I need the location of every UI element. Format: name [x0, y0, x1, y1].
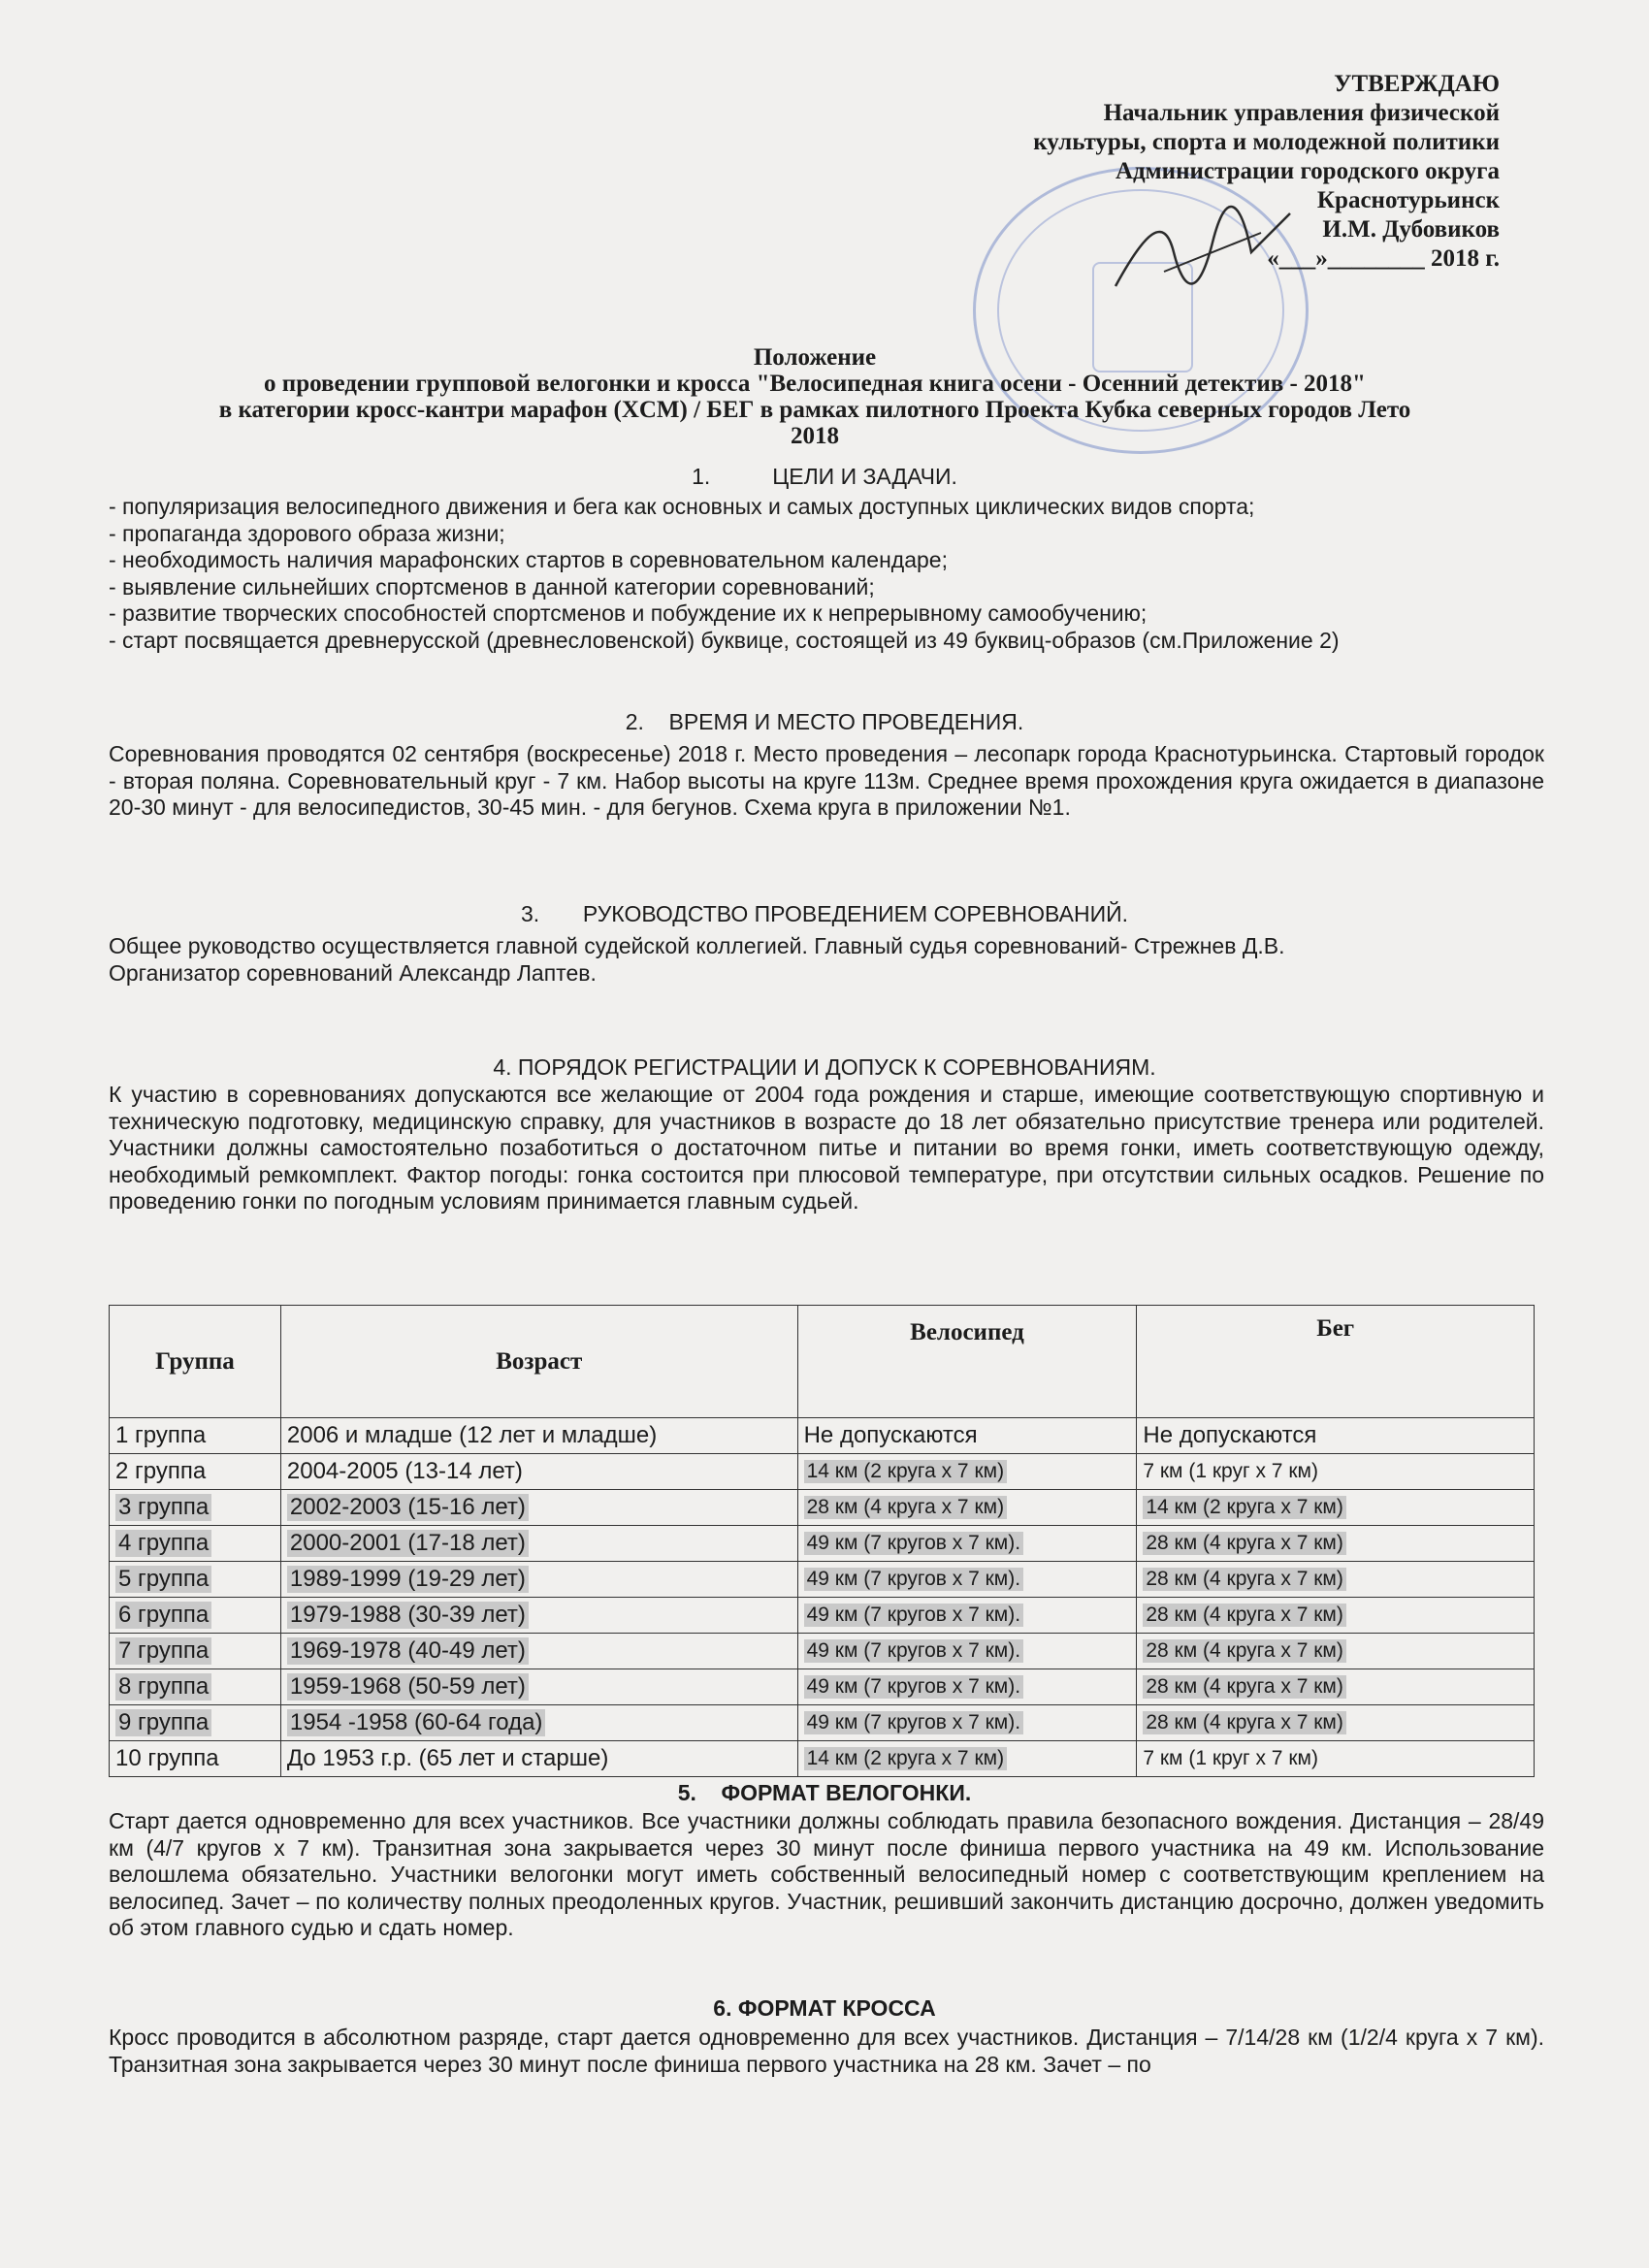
table-row: [110, 1454, 1535, 1490]
cell-group-text: 3 группа: [115, 1494, 211, 1521]
section-2-text: Соревнования проводятся 02 сентября (воскресенье) 2018 г. Место проведения – лесопарк города Краснотурьинска. Стартовый городок - вторая поляна. Соревновательный круг - 7 км. Набор высоты на круге 113м. Среднее время прохождения круга ожидается в диапазоне 20-30 минут - для велосипедистов, 30-45 мин. - для бегунов. Схема круга в приложении №1.: [109, 741, 1544, 820]
cell-bike: [797, 1490, 1137, 1526]
cell-run: Не допускаются: [1137, 1418, 1535, 1454]
cell-group: [110, 1490, 281, 1526]
approval-date: «___»________ 2018 г.: [1267, 245, 1500, 272]
cell-bike-text: 49 км (7 кругов х 7 км).: [804, 1639, 1023, 1663]
cell-age: [280, 1526, 797, 1562]
approval-line: культуры, спорта и молодежной политики: [1033, 129, 1500, 155]
title-line: о проведении групповой велогонки и кросса "Велосипедная книга осени - Осенний детектив - 2018": [264, 371, 1366, 397]
cell-age: [280, 1598, 797, 1634]
cell-age-text: 1959-1968 (50-59 лет): [287, 1673, 529, 1701]
cell-age-text: 2002-2003 (15-16 лет): [287, 1494, 529, 1521]
cell-age-text: 1989-1999 (19-29 лет): [287, 1566, 529, 1593]
cell-bike: [797, 1454, 1137, 1490]
cell-run: [1137, 1490, 1535, 1526]
section-6-heading: 6. ФОРМАТ КРОССА: [713, 1995, 936, 2021]
section-6-text: Кросс проводится в абсолютном разряде, старт дается одновременно для всех участников. Дистанция – 7/14/28 км (1/2/4 круга х 7 км). Транзитная зона закрывается через 30 минут после финиша первого участника на 28 км. Зачет – по: [109, 2025, 1544, 2077]
cell-group-text: 5 группа: [115, 1566, 211, 1593]
groups-table: [109, 1305, 1535, 1777]
cell-bike: [797, 1705, 1137, 1741]
title-line: 2018: [791, 423, 839, 449]
cell-run: [1137, 1562, 1535, 1598]
cell-run-text: 28 км (4 круга х 7 км): [1143, 1639, 1345, 1663]
list-item: - популяризация велосипедного движения и бега как основных и самых доступных циклических видов спорта;: [109, 494, 1255, 519]
cell-age: 2006 и младше (12 лет и младше): [280, 1418, 797, 1454]
cell-run: 7 км (1 круг х 7 км): [1137, 1454, 1535, 1490]
cell-bike-text: 49 км (7 кругов х 7 км).: [804, 1532, 1023, 1555]
cell-group: [110, 1669, 281, 1705]
table-row: [110, 1705, 1535, 1741]
header-group: Группа: [110, 1306, 281, 1418]
list-item: - развитие творческих способностей спортсменов и побуждение их к непрерывному самообучению;: [109, 600, 1148, 626]
cell-run-text: 28 км (4 круга х 7 км): [1143, 1568, 1345, 1591]
section-3-text: [109, 933, 1544, 987]
cell-group: [110, 1526, 281, 1562]
cell-age: До 1953 г.р. (65 лет и старше): [280, 1741, 797, 1777]
cell-group: 1 группа: [110, 1418, 281, 1454]
section-3-line: Общее руководство осуществляется главной судейской коллегией. Главный судья соревнований- Стрежнев Д.В.: [109, 933, 1285, 958]
title-line: в категории кросс-кантри марафон (XCM) / БЕГ в рамках пилотного Проекта Кубка северных городов Лето: [218, 397, 1411, 423]
section-2-heading: 2. ВРЕМЯ И МЕСТО ПРОВЕДЕНИЯ.: [625, 709, 1024, 734]
section-1-list: [109, 494, 1544, 654]
document-title: [97, 344, 1533, 449]
section-4-text: К участию в соревнованиях допускаются все желающие от 2004 года рождения и старше, имеющие соответствующую спортивную и техническую подготовку, медицинскую справку, для участников в возрасте до 18 лет обязательно присутствие тренера или родителей. Участники должны самостоятельно позаботиться о достаточном питье и питании во время гонки, иметь соответствующую одежду, необходимый ремкомплект. Фактор погоды: гонка состоится при плюсовой температуре, при отсутствии сильных осадков. Решение по проведению гонки по погодным условиям принимается главным судьей.: [109, 1082, 1544, 1214]
table-row: [110, 1741, 1535, 1777]
cell-run-text: 28 км (4 круга х 7 км): [1143, 1604, 1345, 1627]
section-4-heading: 4. ПОРЯДОК РЕГИСТРАЦИИ И ДОПУСК К СОРЕВНОВАНИЯМ.: [493, 1054, 1156, 1080]
approval-line: Начальник управления физической: [1103, 100, 1500, 126]
header-run: Бег: [1137, 1306, 1535, 1418]
cell-run: 7 км (1 круг х 7 км): [1137, 1741, 1535, 1777]
cell-age: [280, 1634, 797, 1669]
cell-bike: [797, 1598, 1137, 1634]
cell-group-text: 4 группа: [115, 1530, 211, 1557]
cell-bike-text: 14 км (2 круга х 7 км): [804, 1747, 1007, 1770]
cell-group: [110, 1705, 281, 1741]
cell-bike: [797, 1669, 1137, 1705]
cell-bike: [797, 1526, 1137, 1562]
cell-run-text: 14 км (2 круга х 7 км): [1143, 1496, 1345, 1519]
table-row: [110, 1634, 1535, 1669]
cell-bike-text: 14 км (2 круга х 7 км): [804, 1460, 1007, 1483]
table-row: [110, 1418, 1535, 1454]
cell-bike: Не допускаются: [797, 1418, 1137, 1454]
cell-bike-text: 49 км (7 кругов х 7 км).: [804, 1675, 1023, 1699]
cell-group: [110, 1562, 281, 1598]
approval-line: И.М. Дубовиков: [1322, 216, 1500, 243]
cell-run: [1137, 1669, 1535, 1705]
cell-group: [110, 1598, 281, 1634]
table-row: [110, 1669, 1535, 1705]
cell-age: [280, 1562, 797, 1598]
table-row: [110, 1526, 1535, 1562]
approval-line: Краснотурьинск: [1316, 187, 1500, 213]
cell-age: 2004-2005 (13-14 лет): [280, 1454, 797, 1490]
cell-age-text: 1979-1988 (30-39 лет): [287, 1602, 529, 1629]
cell-run: [1137, 1634, 1535, 1669]
cell-run-text: 28 км (4 круга х 7 км): [1143, 1675, 1345, 1699]
cell-bike: [797, 1634, 1137, 1669]
cell-group-text: 8 группа: [115, 1673, 211, 1701]
cell-age: [280, 1669, 797, 1705]
section-3-heading: 3. РУКОВОДСТВО ПРОВЕДЕНИЕМ СОРЕВНОВАНИЙ.: [520, 901, 1129, 926]
approval-block: [821, 70, 1500, 274]
list-item: - пропаганда здорового образа жизни;: [109, 520, 505, 546]
cell-age: [280, 1705, 797, 1741]
title-line: Положение: [753, 344, 877, 371]
cell-bike-text: 28 км (4 круга х 7 км): [804, 1496, 1007, 1519]
section-1-heading: 1. ЦЕЛИ И ЗАДАЧИ.: [692, 464, 957, 489]
cell-group-text: 9 группа: [115, 1709, 211, 1736]
cell-group-text: 7 группа: [115, 1637, 211, 1665]
list-item: - старт посвящается древнерусской (древнесловенской) буквице, состоящей из 49 буквиц-образов (см.Приложение 2): [109, 627, 1340, 653]
cell-run: [1137, 1526, 1535, 1562]
list-item: - необходимость наличия марафонских стартов в соревновательном календаре;: [109, 547, 948, 572]
cell-bike: [797, 1562, 1137, 1598]
cell-group: [110, 1634, 281, 1669]
cell-group: 10 группа: [110, 1741, 281, 1777]
cell-group: 2 группа: [110, 1454, 281, 1490]
cell-age: [280, 1490, 797, 1526]
cell-group-text: 6 группа: [115, 1602, 211, 1629]
cell-run: [1137, 1598, 1535, 1634]
cell-run: [1137, 1705, 1535, 1741]
section-5-heading: 5. ФОРМАТ ВЕЛОГОНКИ.: [677, 1780, 972, 1805]
table-row: [110, 1562, 1535, 1598]
approval-line: Администрации городского округа: [1115, 158, 1500, 184]
list-item: - выявление сильнейших спортсменов в данной категории соревнований;: [109, 573, 875, 599]
section-3-line: Организатор соревнований Александр Лаптев.: [109, 959, 597, 986]
cell-bike-text: 49 км (7 кругов х 7 км).: [804, 1711, 1023, 1734]
table-row: [110, 1598, 1535, 1634]
header-age: Возраст: [280, 1306, 797, 1418]
cell-age-text: 2000-2001 (17-18 лет): [287, 1530, 529, 1557]
table-header-row: [110, 1306, 1535, 1418]
approval-line: УТВЕРЖДАЮ: [1334, 71, 1500, 97]
header-bike: Велосипед: [797, 1306, 1137, 1418]
cell-age-text: 1954 -1958 (60-64 года): [287, 1709, 546, 1736]
cell-bike: [797, 1741, 1137, 1777]
cell-age-text: 1969-1978 (40-49 лет): [287, 1637, 529, 1665]
cell-run-text: 28 км (4 круга х 7 км): [1143, 1711, 1345, 1734]
cell-run-text: 28 км (4 круга х 7 км): [1143, 1532, 1345, 1555]
cell-bike-text: 49 км (7 кругов х 7 км).: [804, 1604, 1023, 1627]
section-5-text: Старт дается одновременно для всех участников. Все участники должны соблюдать правила безопасного вождения. Дистанция – 28/49 км (4/7 кругов х 7 км). Транзитная зона закрывается через 30 минут после финиша первого участника на 49 км. Использование велошлема обязательно. Участники велогонки могут иметь собственный велосипедный номер с соответствующим креплением на велосипед. Зачет – по количеству полных преодоленных кругов. Участник, решивший закончить дистанцию досрочно, должен уведомить об этом главного судью и сдать номер.: [109, 1808, 1544, 1940]
table-row: [110, 1490, 1535, 1526]
cell-bike-text: 49 км (7 кругов х 7 км).: [804, 1568, 1023, 1591]
